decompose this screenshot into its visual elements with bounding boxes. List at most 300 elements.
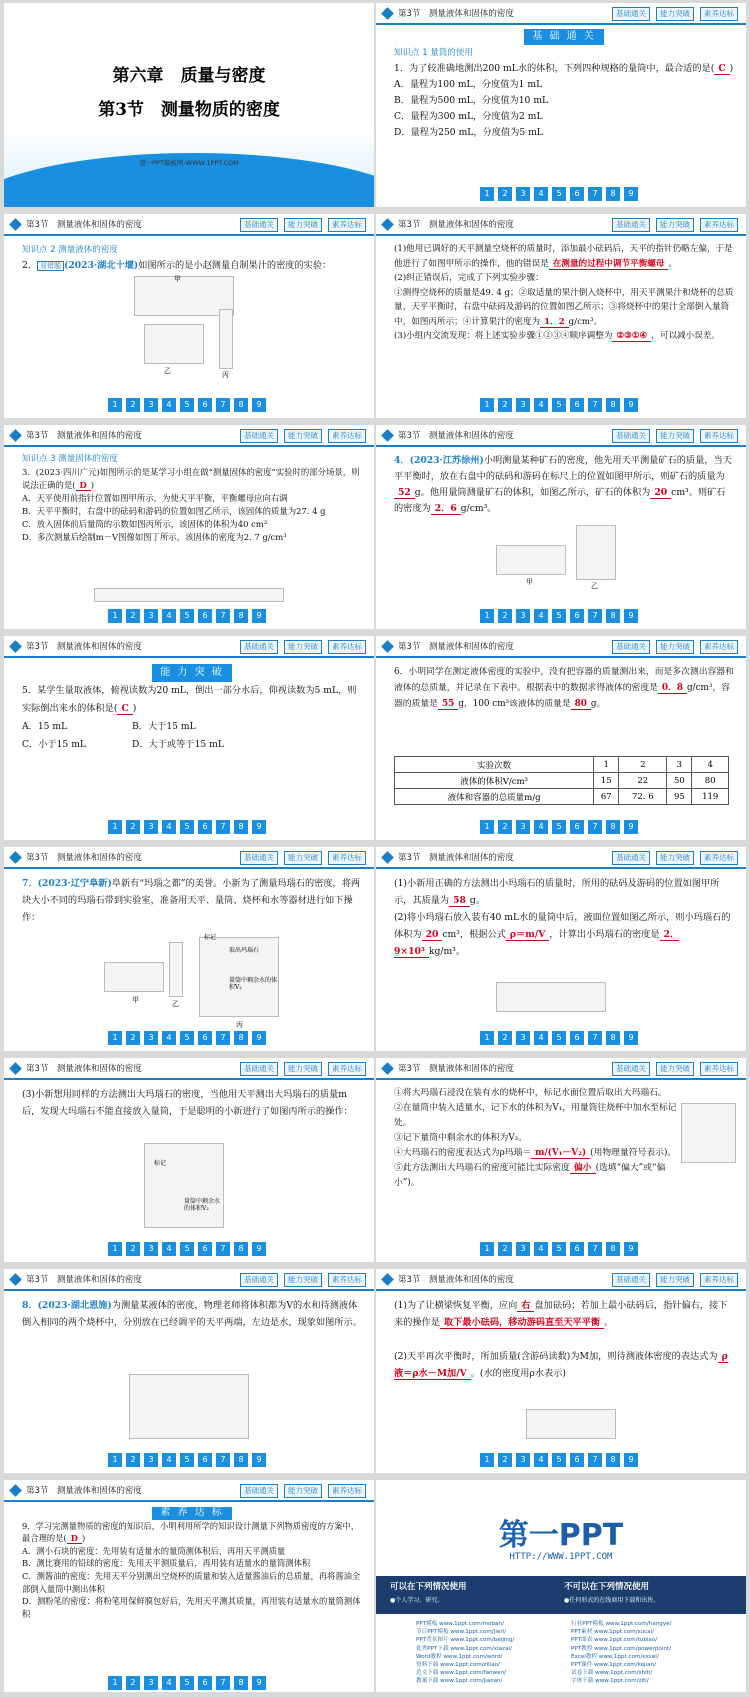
page-button[interactable]: 1 <box>108 609 122 623</box>
page-button[interactable]: 8 <box>606 820 620 834</box>
page-button[interactable]: 7 <box>216 398 230 412</box>
step-1: ①将大玛瑙石浸没在装有水的烧杯中，标记水面位置后取出大玛瑙石。 <box>394 1088 667 1098</box>
page-button[interactable]: 1 <box>108 820 122 834</box>
option-a: A．量程为100 mL，分度值为1 mL <box>394 79 543 90</box>
header-section: 第3节 测量液体和固体的密度 <box>26 1275 142 1285</box>
logo-url: HTTP://WWW.1PPT.COM <box>509 1552 613 1562</box>
table-cell: 22 <box>619 773 667 789</box>
page-button[interactable]: 5 <box>180 398 194 412</box>
answer-1: 52 <box>394 487 415 499</box>
page-button[interactable]: 8 <box>234 398 248 412</box>
page-button[interactable]: 7 <box>588 1242 602 1256</box>
page-button[interactable]: 3 <box>516 1453 530 1467</box>
slide-6 <box>376 425 746 629</box>
page-button[interactable]: 6 <box>570 1031 584 1045</box>
page-button[interactable]: 9 <box>624 820 638 834</box>
page-button[interactable]: 4 <box>534 1453 548 1467</box>
page-button[interactable]: 1 <box>480 398 494 412</box>
nav-ability-button[interactable]: 能力突破 <box>656 851 694 865</box>
balance-figure <box>496 982 606 1012</box>
resource-link[interactable]: PPT背景图片 www.1ppt.com/beijing/ <box>416 1637 515 1644</box>
page-button[interactable]: 2 <box>498 609 512 623</box>
part-1-mid: 盘加砝码；若加上最小砝码后，指针偏右，接下来的操作是 <box>394 1300 728 1328</box>
answer-1: 0．8 <box>658 683 687 694</box>
nav-literacy-button[interactable]: 素养达标 <box>700 218 738 232</box>
page-button[interactable]: 7 <box>588 609 602 623</box>
nav-literacy-button[interactable]: 素养达标 <box>700 1062 738 1076</box>
table-cell: 液体的体积V/cm³ <box>395 773 594 789</box>
option-d: D．量程为250 mL，分度值为5 mL <box>394 127 543 138</box>
page-button[interactable]: 1 <box>108 1031 122 1045</box>
page-button[interactable]: 2 <box>126 1676 140 1690</box>
table-row <box>395 789 729 805</box>
answer-3: ②③①④ <box>612 331 651 342</box>
option-b: B．测比赛用的铅球的密度：先用天平测质量后，再用装有适量水的量筒测体积 <box>22 1558 311 1569</box>
page-button[interactable]: 8 <box>606 609 620 623</box>
nav-ability-button[interactable]: 能力突破 <box>656 7 694 21</box>
page-button[interactable]: 6 <box>198 609 212 623</box>
fig-label-mark: 标记 <box>204 934 217 941</box>
page-button[interactable]: 3 <box>516 820 530 834</box>
page-button[interactable]: 2 <box>126 609 140 623</box>
table-cell: 实验次数 <box>395 757 594 773</box>
option-a: A．测小石块的密度：先用装有适量水的量筒测体积后，再用天平测质量 <box>22 1545 286 1556</box>
slide-header <box>4 1480 374 1502</box>
page-button[interactable]: 3 <box>144 1453 158 1467</box>
table-cell: 1 <box>594 757 619 773</box>
header-section: 第3节 测量液体和固体的密度 <box>398 9 514 19</box>
page-button[interactable]: 7 <box>216 609 230 623</box>
page-button[interactable]: 9 <box>624 1242 638 1256</box>
nav-basic-button[interactable]: 基础通关 <box>240 1273 278 1287</box>
answer-4: m/(V₁－V₂) <box>531 1148 590 1159</box>
answer: C <box>117 703 132 715</box>
fig-label-mark: 标记 <box>154 1160 167 1167</box>
can-use-title: 可以在下列情况使用 <box>390 1582 467 1592</box>
page-button[interactable]: 5 <box>552 1242 566 1256</box>
nav-literacy-button[interactable]: 素养达标 <box>328 1062 366 1076</box>
page-button[interactable]: 6 <box>198 1031 212 1045</box>
answer-1: 右 <box>517 1300 534 1312</box>
nav-basic-button[interactable]: 基础通关 <box>612 429 650 443</box>
nav-ability-button[interactable]: 能力突破 <box>284 1062 322 1076</box>
resource-link[interactable]: PPT教程 www.1ppt.com/powerpoint/ <box>571 1645 672 1652</box>
page-button[interactable]: 9 <box>252 820 266 834</box>
question-part-2: g/cm³，容器的质量是 <box>394 683 730 709</box>
slide-header <box>376 1058 746 1080</box>
page-button[interactable]: 1 <box>108 398 122 412</box>
resource-link[interactable]: 试卷下载 www.1ppt.com/shiti/ <box>571 1670 653 1677</box>
page-button[interactable]: 6 <box>570 1242 584 1256</box>
page-button[interactable]: 4 <box>162 1453 176 1467</box>
diamond-icon <box>9 1273 22 1286</box>
nav-ability-button[interactable]: 能力突破 <box>656 1062 694 1076</box>
logo: 第一PPT <box>498 1518 624 1553</box>
answer-2: 20 <box>422 929 443 941</box>
page-button[interactable]: 7 <box>588 1453 602 1467</box>
slide-header <box>376 847 746 869</box>
step-4: ④大玛瑙石的密度表达式为ρ玛瑙＝ <box>394 1148 532 1158</box>
page-button[interactable]: 3 <box>144 1031 158 1045</box>
page-button[interactable]: 2 <box>126 1031 140 1045</box>
question-part-3: g，100 cm³该液体的质量是 <box>458 699 571 709</box>
fig-label-remaining: 量筒中剩余水的体积V₂ <box>229 977 278 991</box>
page-button[interactable]: 7 <box>216 1453 230 1467</box>
title-slide <box>4 3 374 207</box>
page-button[interactable]: 3 <box>516 1242 530 1256</box>
resource-link[interactable]: PPT模板 www.1ppt.com/moban/ <box>416 1621 504 1627</box>
page-button[interactable]: 5 <box>552 609 566 623</box>
page-button[interactable]: 9 <box>252 398 266 412</box>
page-button[interactable]: 6 <box>198 1242 212 1256</box>
nav-ability-button[interactable]: 能力突破 <box>284 640 322 654</box>
nav-literacy-button[interactable]: 素养达标 <box>700 640 738 654</box>
page-button[interactable]: 4 <box>162 1031 176 1045</box>
nav-literacy-button[interactable]: 素养达标 <box>328 1484 366 1498</box>
pagination <box>480 398 638 412</box>
page-button[interactable]: 3 <box>516 1031 530 1045</box>
part-2: (2)纠正错误后，完成了下列实验步骤： <box>394 273 544 283</box>
page-button[interactable]: 1 <box>480 187 494 201</box>
nav-basic-button[interactable]: 基础通关 <box>240 1484 278 1498</box>
page-button[interactable]: 9 <box>252 1242 266 1256</box>
page-button[interactable]: 5 <box>180 1031 194 1045</box>
table-cell: 4 <box>692 757 729 773</box>
nav-literacy-button[interactable]: 素养达标 <box>328 851 366 865</box>
part-3: (3)小组内交流发现：将上述实验步骤①②③④顺序调整为 <box>394 331 613 341</box>
page-button[interactable]: 8 <box>606 1453 620 1467</box>
page-button[interactable]: 4 <box>534 1031 548 1045</box>
nav-basic-button[interactable]: 基础通关 <box>240 429 278 443</box>
part-1: (1)他用已调好的天平测量空烧杯的质量时，添加最小砝码后，天平的指针仍略左偏，于是他进行了如图甲所示的操作，他的错误是 <box>394 244 733 269</box>
page-button[interactable]: 4 <box>162 820 176 834</box>
cylinder-figure <box>169 942 183 997</box>
page-button[interactable]: 2 <box>498 187 512 201</box>
header-section: 第3节 测量液体和固体的密度 <box>26 220 142 230</box>
page-button[interactable]: 4 <box>162 398 176 412</box>
nav-ability-button[interactable]: 能力突破 <box>284 1273 322 1287</box>
page-button[interactable]: 8 <box>234 1242 248 1256</box>
nav-basic-button[interactable]: 基础通关 <box>612 218 650 232</box>
step-2: ②在量筒中装入适量水，记下水的体积为V₁，用量筒往烧杯中加水至标记处。 <box>394 1103 677 1128</box>
diamond-icon <box>381 640 394 653</box>
fig-label-remaining: 量筒中剩余水的体积V₂ <box>184 1198 221 1212</box>
slide-4: 第3节 测量液体和固体的密度 基础通关 能力突破 素养达标 (1)他用已调好的天平测量空烧杯的质量时，添加最小砝码后，天平的指针仍略左偏，于是他进行了如图甲所示的操作，他的错误是 在测量的过程中调节平衡螺母 。 (2)纠正错误后，完成了下列实验步骤： ①测得空烧杯的质量是49. 4 g；②取适量的果汁倒入烧杯中，用天平测果汁和烧杯的总质量，天平平衡时，右盘中砝码及游码的位置如图乙所示；③将烧杯中的果汁全部倒入量筒中，如图丙所示；④计算果汁的密度为 1．2 g/cm³。 (3)小组内交流发现：将上述实验步骤①②③④顺序调整为 ②③①④ ，可以减小误差。 1 2 3 4 5 6 7 8 9 <box>376 214 746 418</box>
page-button[interactable]: 8 <box>606 1242 620 1256</box>
page-button[interactable]: 9 <box>624 187 638 201</box>
question: 阜新有“玛瑙之都”的美誉。小新为了测量玛瑙石的密度，将两块大小不同的玛瑙石带到实验室，准备用天平、量筒、烧杯和水等器材进行如下操作： <box>22 878 361 923</box>
pagination <box>108 1453 266 1467</box>
page-button[interactable]: 6 <box>570 187 584 201</box>
page-button[interactable]: 4 <box>162 1676 176 1690</box>
page-button[interactable]: 8 <box>606 1031 620 1045</box>
usage-bar <box>376 1576 746 1614</box>
page-button[interactable]: 8 <box>234 820 248 834</box>
header-section: 第3节 测量液体和固体的密度 <box>26 1064 142 1074</box>
slide-2: 第3节 测量液体和固体的密度 基础通关 能力突破 素养达标 基 础 通 关 知识点 1 量筒的使用 1．为了较准确地测出200 mL水的体积，下列四种规格的量筒中，最合适的是( C ) A．量程为100 mL，分度值为1 mL B．量程为500 mL，分度值为10 mL C．量程为300 mL，分度值为2 mL D．量程为250 mL，分度值为5 mL 1 2 3 4 5 6 7 8 9 <box>376 3 746 207</box>
resource-link[interactable]: 资料下载 www.1ppt.com/ziliao/ <box>416 1662 500 1669</box>
page-button[interactable]: 5 <box>180 1453 194 1467</box>
page-button[interactable]: 4 <box>534 1242 548 1256</box>
nav-ability-button[interactable]: 能力突破 <box>284 429 322 443</box>
data-table <box>394 756 729 805</box>
nav-ability-button[interactable]: 能力突破 <box>656 1273 694 1287</box>
page-button[interactable]: 8 <box>234 1676 248 1690</box>
table-row <box>395 773 729 789</box>
slide-header <box>376 214 746 236</box>
table-cell: 50 <box>667 773 692 789</box>
resource-links <box>416 1620 726 1686</box>
fig-label-yi: 乙 <box>591 582 598 590</box>
page-button[interactable]: 5 <box>180 1242 194 1256</box>
page-button[interactable]: 4 <box>162 609 176 623</box>
page-button[interactable]: 6 <box>198 398 212 412</box>
resource-link[interactable]: 优秀PPT下载 www.1ppt.com/xiazai/ <box>416 1645 512 1652</box>
page-button[interactable]: 5 <box>552 398 566 412</box>
resource-link[interactable]: 教案下载 www.1ppt.com/jiaoan/ <box>416 1678 503 1685</box>
nav-basic-button[interactable]: 基础通关 <box>612 1062 650 1076</box>
page-button[interactable]: 3 <box>516 609 530 623</box>
resource-link[interactable]: 行业PPT模板 www.1ppt.com/hangye/ <box>571 1621 672 1627</box>
answer-2: 1．2 <box>540 317 569 328</box>
page-button[interactable]: 4 <box>534 609 548 623</box>
nav-basic-button[interactable]: 基础通关 <box>612 851 650 865</box>
page-button[interactable]: 3 <box>144 398 158 412</box>
question-number: 2． <box>22 260 38 271</box>
answer-4: 2．9×10³ <box>394 929 680 957</box>
page-button[interactable]: 9 <box>624 609 638 623</box>
page-button[interactable]: 6 <box>198 1676 212 1690</box>
banner: 素 养 达 标 <box>152 1507 232 1520</box>
page-button[interactable]: 6 <box>198 820 212 834</box>
page-button[interactable]: 5 <box>552 187 566 201</box>
question-part-4: g/cm³。 <box>460 503 497 514</box>
nav-ability-button[interactable]: 能力突破 <box>656 640 694 654</box>
page-button[interactable]: 7 <box>588 820 602 834</box>
slide-13 <box>4 1269 374 1473</box>
page-button[interactable]: 2 <box>126 1242 140 1256</box>
page-button[interactable]: 7 <box>588 398 602 412</box>
page-button[interactable]: 4 <box>534 398 548 412</box>
slide-header <box>4 425 374 447</box>
nav-literacy-button[interactable]: 素养达标 <box>328 1273 366 1287</box>
answer-2: 55 <box>438 699 458 710</box>
page-button[interactable]: 3 <box>516 398 530 412</box>
part-1: (1)为了让横梁恢复平衡，应向 <box>394 1300 518 1311</box>
page-button[interactable]: 4 <box>534 187 548 201</box>
nav-basic-button[interactable]: 基础通关 <box>240 851 278 865</box>
nav-basic-button[interactable]: 基础通关 <box>612 640 650 654</box>
question: 如图所示的是小赵测量自制果汁的密度的实验： <box>138 260 332 271</box>
page-button[interactable]: 4 <box>534 820 548 834</box>
nav-basic-button[interactable]: 基础通关 <box>612 1273 650 1287</box>
page-button[interactable]: 1 <box>480 1242 494 1256</box>
option-b: B．量程为500 mL，分度值为10 mL <box>394 95 549 106</box>
page-button[interactable]: 8 <box>234 1031 248 1045</box>
answer-1: 在测量的过程中调节平衡螺母 <box>549 259 669 270</box>
section-title: 第3节 测量物质的密度 <box>98 100 280 120</box>
resource-link[interactable]: Word教程 www.1ppt.com/word/ <box>416 1653 503 1660</box>
header-section: 第3节 测量液体和固体的密度 <box>26 642 142 652</box>
page-button[interactable]: 1 <box>480 1453 494 1467</box>
page-button[interactable]: 7 <box>588 187 602 201</box>
balance-figure <box>526 1409 616 1439</box>
page-button[interactable]: 9 <box>252 1676 266 1690</box>
resource-link[interactable]: PPT素材 www.1ppt.com/sucai/ <box>571 1629 654 1636</box>
page-button[interactable]: 2 <box>126 820 140 834</box>
header-section: 第3节 测量液体和固体的密度 <box>398 1064 514 1074</box>
diamond-icon <box>381 429 394 442</box>
resource-link[interactable]: Excel教程 www.1ppt.com/excel/ <box>571 1653 659 1660</box>
answer-3: 80 <box>571 699 591 710</box>
page-button[interactable]: 2 <box>498 820 512 834</box>
page-button[interactable]: 1 <box>480 820 494 834</box>
page-button[interactable]: 1 <box>108 1242 122 1256</box>
nav-ability-button[interactable]: 能力突破 <box>656 429 694 443</box>
question: 为测量某液体的密度，物理老师将体积都为V的水和待测液体倒入相同的两个烧杯中，分别放在已经调平的天平两端，左边是水，现象如图所示。 <box>22 1300 362 1328</box>
nav-ability-button[interactable]: 能力突破 <box>284 218 322 232</box>
table-row <box>395 757 729 773</box>
page-button[interactable]: 8 <box>234 1453 248 1467</box>
page-button[interactable]: 2 <box>498 1031 512 1045</box>
pagination <box>108 1676 266 1690</box>
resource-link[interactable]: 范文下载 www.1ppt.com/fanwen/ <box>416 1670 506 1677</box>
page-button[interactable]: 7 <box>216 820 230 834</box>
table-cell: 72. 6 <box>619 789 667 805</box>
nav-literacy-button[interactable]: 素养达标 <box>328 429 366 443</box>
slide-3 <box>4 214 374 418</box>
option-d: D．测粉笔的密度：将粉笔用保鲜膜包好后，先用天平测其质量，再用装有适量水的量筒测体积 <box>22 1596 361 1619</box>
option-a: A．天平使用前指针位置如图甲所示，为使天平平衡，平衡螺母应向右调 <box>22 493 288 503</box>
beaker-procedure-figure <box>144 1143 224 1228</box>
unit-1: g。 <box>469 895 485 906</box>
page-button[interactable]: 3 <box>144 609 158 623</box>
page-button[interactable]: 7 <box>216 1676 230 1690</box>
page-button[interactable]: 8 <box>606 398 620 412</box>
page-button[interactable]: 1 <box>108 1676 122 1690</box>
page-button[interactable]: 7 <box>216 1242 230 1256</box>
diamond-icon <box>9 851 22 864</box>
page-button[interactable]: 6 <box>570 398 584 412</box>
page-button[interactable]: 9 <box>624 1031 638 1045</box>
page-button[interactable]: 9 <box>252 609 266 623</box>
diamond-icon <box>9 429 22 442</box>
question-part-3: cm³。则矿石的密度为 <box>394 487 726 514</box>
page-button[interactable]: 9 <box>624 1453 638 1467</box>
pagination <box>480 1031 638 1045</box>
page-button[interactable]: 3 <box>144 1242 158 1256</box>
nav-literacy-button[interactable]: 素养达标 <box>700 429 738 443</box>
table-cell: 119 <box>692 789 729 805</box>
nav-basic-button[interactable]: 基础通关 <box>240 1062 278 1076</box>
page-button[interactable]: 3 <box>144 1676 158 1690</box>
resource-link[interactable]: PPT图表 www.1ppt.com/tubiao/ <box>571 1637 658 1644</box>
slide-14: 第3节 测量液体和固体的密度 基础通关 能力突破 素养达标 (1)为了让横梁恢复平衡，应向 右 盘加砝码；若加上最小砝码后，指针偏右，接下来的操作是 取下最小砝码，移动游码直至天平平衡 。 (2)天平再次平衡时，所加质量(含游码读数)为M加，则待测液体密度的表达式为 ρ液＝ρ水－M加/V 。(水的密度用ρ水表示) 1 2 3 4 5 6 7 8 9 <box>376 1269 746 1473</box>
nav-basic-button[interactable]: 基础通关 <box>240 218 278 232</box>
page-button[interactable]: 3 <box>516 187 530 201</box>
answer-2: 取下最小砝码，移动游码直至天平平衡 <box>440 1317 604 1329</box>
question-part-1: 6．小明同学在测定液体密度的实验中，没有把容器的质量测出来，而是多次测出容器和液体的总质量，并记录在下表中。根据表中的数据求得液体的密度是 <box>394 667 734 693</box>
nav-ability-button[interactable]: 能力突破 <box>284 1484 322 1498</box>
resource-link[interactable]: 字体下载 www.1ppt.com/ziti/ <box>571 1678 649 1685</box>
option-b: B．天平平衡时，右盘中的砝码和游码的位置如图乙所示，该固体的质量为27. 4 g <box>22 506 326 516</box>
page-button[interactable]: 6 <box>570 609 584 623</box>
page-button[interactable]: 1 <box>480 609 494 623</box>
page-button[interactable]: 5 <box>552 1031 566 1045</box>
page-button[interactable]: 7 <box>588 1031 602 1045</box>
nav-ability-button[interactable]: 能力突破 <box>656 218 694 232</box>
part-1: (1)小新用正确的方法测出小玛瑙石的质量时，所用的砝码及游码的位置如图甲所示，其质量为 <box>394 878 720 906</box>
page-button[interactable]: 2 <box>126 1453 140 1467</box>
chapter-title: 第六章 质量与密度 <box>112 66 266 86</box>
nav-literacy-button[interactable]: 素养达标 <box>700 851 738 865</box>
source: (2023·湖北十堰) <box>64 260 139 271</box>
unit-2: g/cm³。 <box>568 316 603 327</box>
page-button[interactable]: 4 <box>162 1242 176 1256</box>
page-button[interactable]: 2 <box>498 1242 512 1256</box>
page-button[interactable]: 7 <box>216 1031 230 1045</box>
pagination <box>480 1453 638 1467</box>
nav-literacy-button[interactable]: 素养达标 <box>328 640 366 654</box>
option-b: B．大于15 mL <box>132 721 196 732</box>
option-d: D．大于或等于15 mL <box>132 739 224 750</box>
page-button[interactable]: 9 <box>252 1031 266 1045</box>
header-section: 第3节 测量液体和固体的密度 <box>26 1486 142 1496</box>
answer: D <box>76 480 91 491</box>
nav-literacy-button[interactable]: 素养达标 <box>700 1273 738 1287</box>
page-button[interactable]: 5 <box>180 820 194 834</box>
page-button[interactable]: 9 <box>252 1453 266 1467</box>
diamond-icon <box>9 218 22 231</box>
slide-header <box>376 636 746 658</box>
part-2-mid: cm³，根据公式 <box>442 929 506 940</box>
page-button[interactable]: 3 <box>144 820 158 834</box>
slide-9 <box>4 847 374 1051</box>
slide-7: 第3节 测量液体和固体的密度 基础通关 能力突破 素养达标 能 力 突 破 5．某学生量取液体，俯视读数为20 mL，倒出一部分水后，仰视读数为5 mL，则实际倒出来水的体积是( C ) A．15 mL B．大于15 mL C．小于15 mL D．大于或等于15 mL 1 2 3 4 5 6 7 8 9 <box>4 636 374 840</box>
question-part-2: g。他用量筒测量矿石的体积，如图乙所示，矿石的体积为 <box>414 487 651 498</box>
page-button[interactable]: 8 <box>606 187 620 201</box>
nav-literacy-button[interactable]: 素养达标 <box>700 7 738 21</box>
source: 7．(2023·辽宁阜新) <box>22 878 112 889</box>
page-button[interactable]: 2 <box>126 398 140 412</box>
balance-beakers-figure <box>129 1374 249 1439</box>
source: 8．(2023·湖北恩施) <box>22 1300 112 1311</box>
nav-ability-button[interactable]: 能力突破 <box>284 851 322 865</box>
nav-basic-button[interactable]: 基础通关 <box>612 7 650 21</box>
page-button[interactable]: 6 <box>570 820 584 834</box>
page-button[interactable]: 2 <box>498 398 512 412</box>
page-button[interactable]: 5 <box>180 609 194 623</box>
page-button[interactable]: 5 <box>552 1453 566 1467</box>
page-button[interactable]: 9 <box>624 398 638 412</box>
cannot-use-item: ●任何形式的在线商用下载和出售。 <box>564 1597 660 1604</box>
page-button[interactable]: 1 <box>480 1031 494 1045</box>
nav-literacy-button[interactable]: 素养达标 <box>328 218 366 232</box>
page-button[interactable]: 2 <box>498 1453 512 1467</box>
resource-link[interactable]: PPT课件 www.1ppt.com/kejian/ <box>571 1662 657 1669</box>
page-button[interactable]: 6 <box>570 1453 584 1467</box>
page-button[interactable]: 8 <box>234 609 248 623</box>
step-5: ⑤此方法测出大玛瑙石的密度可能比实际密度 <box>394 1163 570 1173</box>
nav-basic-button[interactable]: 基础通关 <box>240 640 278 654</box>
page-button[interactable]: 1 <box>108 1453 122 1467</box>
page-button[interactable]: 5 <box>552 820 566 834</box>
table-cell: 95 <box>667 789 692 805</box>
option-c: C．小于15 mL <box>22 739 87 750</box>
resource-link[interactable]: 节日PPT模板 www.1ppt.com/jieri/ <box>416 1629 507 1636</box>
page-button[interactable]: 5 <box>180 1676 194 1690</box>
page-button[interactable]: 6 <box>198 1453 212 1467</box>
